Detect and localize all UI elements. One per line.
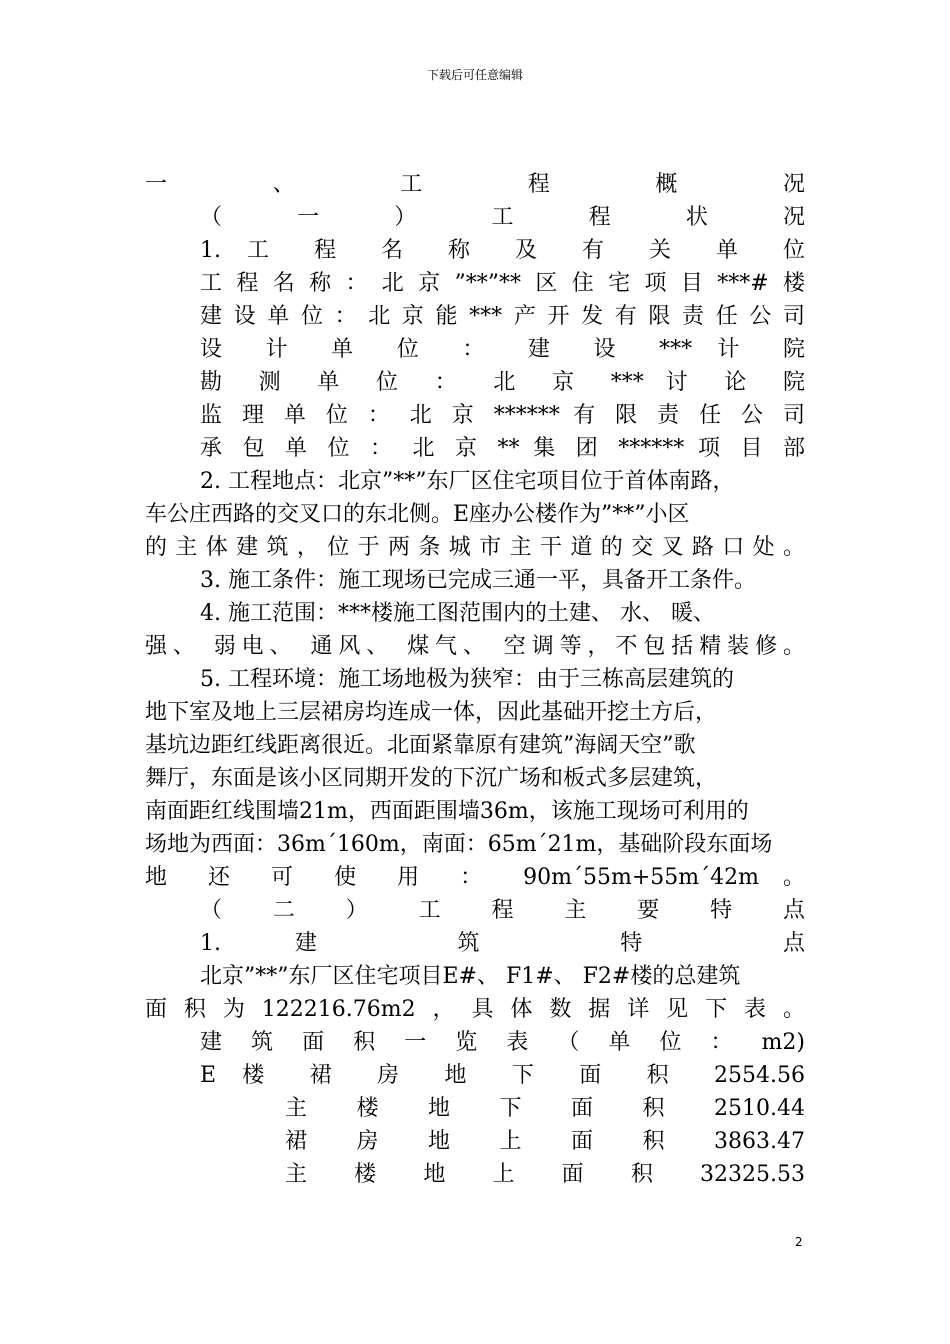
- text-line: 承 包 单 位 ： 北 京 ** 集 团 ****** 项 目 部: [200, 436, 805, 461]
- text-line: （ 一 ） 工 程 状 况: [200, 205, 805, 230]
- text-line: 的主体建筑，位于两条城市主干道的交叉路口处。: [145, 535, 805, 560]
- text-line: 场地为西面：36m´160m，南面：65m´21m，基础阶段东面场: [145, 832, 773, 857]
- text-line: 建 筑 面 积 一 览 表 （ 单 位 ： m2): [200, 1030, 805, 1055]
- text-line: 基坑边距红线距离很近。北面紧靠原有建筑”海阔天空”歌: [145, 733, 696, 758]
- text-line: （ 二 ） 工 程 主 要 特 点: [200, 898, 805, 923]
- text-line: 南面距红线围墙21m，西面距围墙36m，该施工现场可利用的: [145, 799, 749, 824]
- text-line: 监 理 单 位 ： 北 京 ****** 有 限 责 任 公 司: [200, 403, 805, 428]
- text-line: 设 计 单 位 ： 建 设 *** 计 院: [200, 337, 805, 362]
- text-line: 地下室及地上三层裙房均连成一体，因此基础开挖土方后，: [145, 700, 718, 725]
- text-line: E 楼 裙 房 地 下 面 积 2554.56: [200, 1063, 805, 1088]
- page-header: 下载后可任意编辑: [426, 68, 523, 82]
- text-line: 裙 房 地 上 面 积 3863.47: [285, 1129, 805, 1154]
- text-line: 2. 工程地点：北京”**”东厂区住宅项目位于首体南路，: [200, 469, 735, 494]
- text-line: 工程名称：北京”**”**区住宅项目***#楼: [200, 271, 805, 296]
- text-line: 面积为122216.76m2，具体数据详见下表。: [145, 997, 805, 1022]
- text-line: 舞厅，东面是该小区同期开发的下沉广场和板式多层建筑，: [145, 766, 718, 791]
- text-line: 主 楼 地 下 面 积 2510.44: [285, 1096, 805, 1121]
- text-line: 强、 弱电、 通风、 煤气、 空调等，不包括精装修。: [145, 634, 805, 659]
- text-line: 车公庄西路的交叉口的东北侧。E座办公楼作为”**”小区: [145, 502, 690, 527]
- text-line: 主 楼 地 上 面 积 32325.53: [285, 1162, 805, 1187]
- text-line: 地 还 可 使 用 ： 90m´55m+55m´42m 。: [145, 865, 805, 890]
- text-line: 5. 工程环境：施工场地极为狭窄：由于三栋高层建筑的: [200, 667, 734, 692]
- page-number: 2: [795, 1235, 803, 1249]
- text-line: 一 、 工 程 概 况: [145, 172, 805, 197]
- text-line: 3. 施工条件：施工现场已完成三通一平，具备开工条件。: [200, 568, 756, 593]
- document-body: [145, 168, 805, 1191]
- text-line: 4. 施工范围：***楼施工图范围内的土建、 水、 暖、: [200, 601, 715, 626]
- text-line: 建设单位：北京能***产开发有限责任公司: [200, 304, 805, 329]
- text-line: 北京”**”东厂区住宅项目E#、 F1#、 F2#楼的总建筑: [200, 964, 741, 989]
- text-line: 1. 建 筑 特 点: [200, 931, 805, 956]
- text-line: 1. 工 程 名 称 及 有 关 单 位: [200, 238, 805, 263]
- text-line: 勘 测 单 位 ： 北 京 *** 讨 论 院: [200, 370, 805, 395]
